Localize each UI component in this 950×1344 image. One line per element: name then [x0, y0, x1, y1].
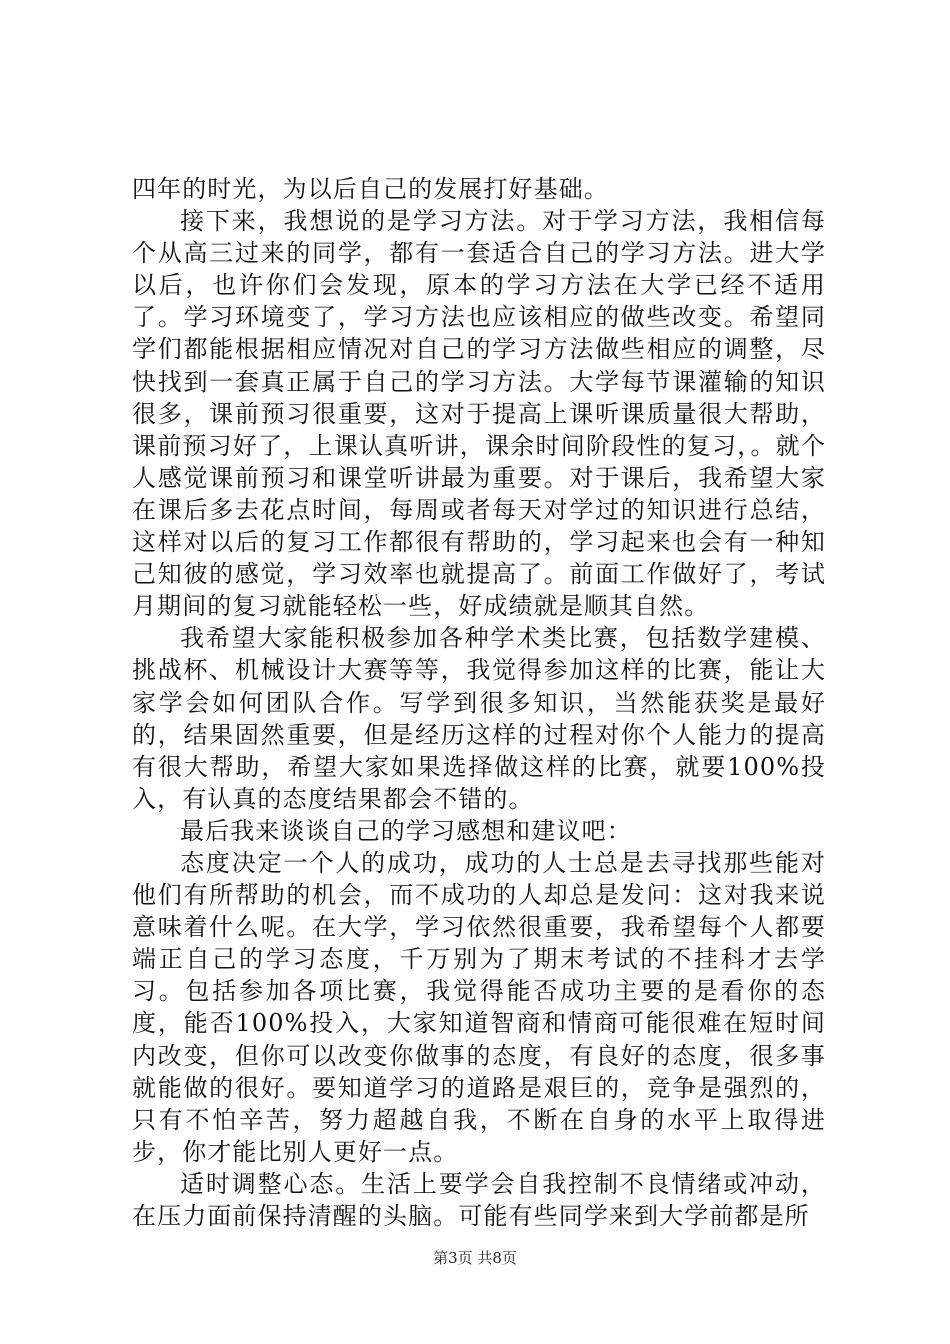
paragraph-6: 适时调整心态。生活上要学会自我控制不良情绪或冲动，在压力面前保持清醒的头脑。可能有些同学来到大学前都是所: [132, 1169, 826, 1230]
page-footer: 第3页 共8页: [433, 1249, 517, 1267]
paragraph-3: 我希望大家能积极参加各种学术类比赛，包括数学建模、挑战杯、机械设计大赛等等，我觉得参加这样的比赛，能让大家学会如何团队合作。写学到很多知识，当然能获奖是最好的，结果固然重要，但是经历这样的过程对你个人能力的提高有很大帮助，希望大家如果选择做这样的比赛，就要100%投入，有认真的态度结果都会不错的。: [132, 624, 826, 813]
paragraph-5: 态度决定一个人的成功，成功的人士总是去寻找那些能对他们有所帮助的机会，而不成功的人却总是发问：这对我来说意味着什么呢。在大学，学习依然很重要，我希望每个人都要端正自己的学习态度，千万别为了期末考试的不挂科才去学习。包括参加各项比赛，我觉得能否成功主要的是看你的态度，能否100%投入，大家知道智商和情商可能很难在短时间内改变，但你可以改变你做事的态度，有良好的态度，很多事就能做的很好。要知道学习的道路是艰巨的，竞争是强烈的，只有不怕辛苦，努力超越自我，不断在自身的水平上取得进步，你才能比别人更好一点。: [132, 848, 826, 1166]
paragraph-2: 接下来，我想说的是学习方法。对于学习方法，我相信每个从高三过来的同学，都有一套适合自己的学习方法。进大学以后，也许你们会发现，原本的学习方法在大学已经不适用了。学习环境变了，学习方法也应该相应的做些改变。希望同学们都能根据相应情况对自己的学习方法做些相应的调整，尽快找到一套真正属于自己的学习方法。大学每节课灌输的知识很多，课前预习很重要，这对于提高上课听课质量很大帮助，课前预习好了，上课认真听讲，课余时间阶段性的复习，。就个人感觉课前预习和课堂听讲最为重要。对于课后，我希望大家在课后多去花点时间，每周或者每天对学过的知识进行总结，这样对以后的复习工作都很有帮助的，学习起来也会有一种知己知彼的感觉，学习效率也就提高了。前面工作做好了，考试月期间的复习就能轻松一些，好成绩就是顺其自然。: [132, 207, 826, 621]
paragraph-1: 四年的时光，为以后自己的发展打好基础。: [132, 175, 609, 203]
paragraph-4: 最后我来谈谈自己的学习感想和建议吧：: [180, 816, 632, 845]
document-body: [132, 173, 826, 1232]
